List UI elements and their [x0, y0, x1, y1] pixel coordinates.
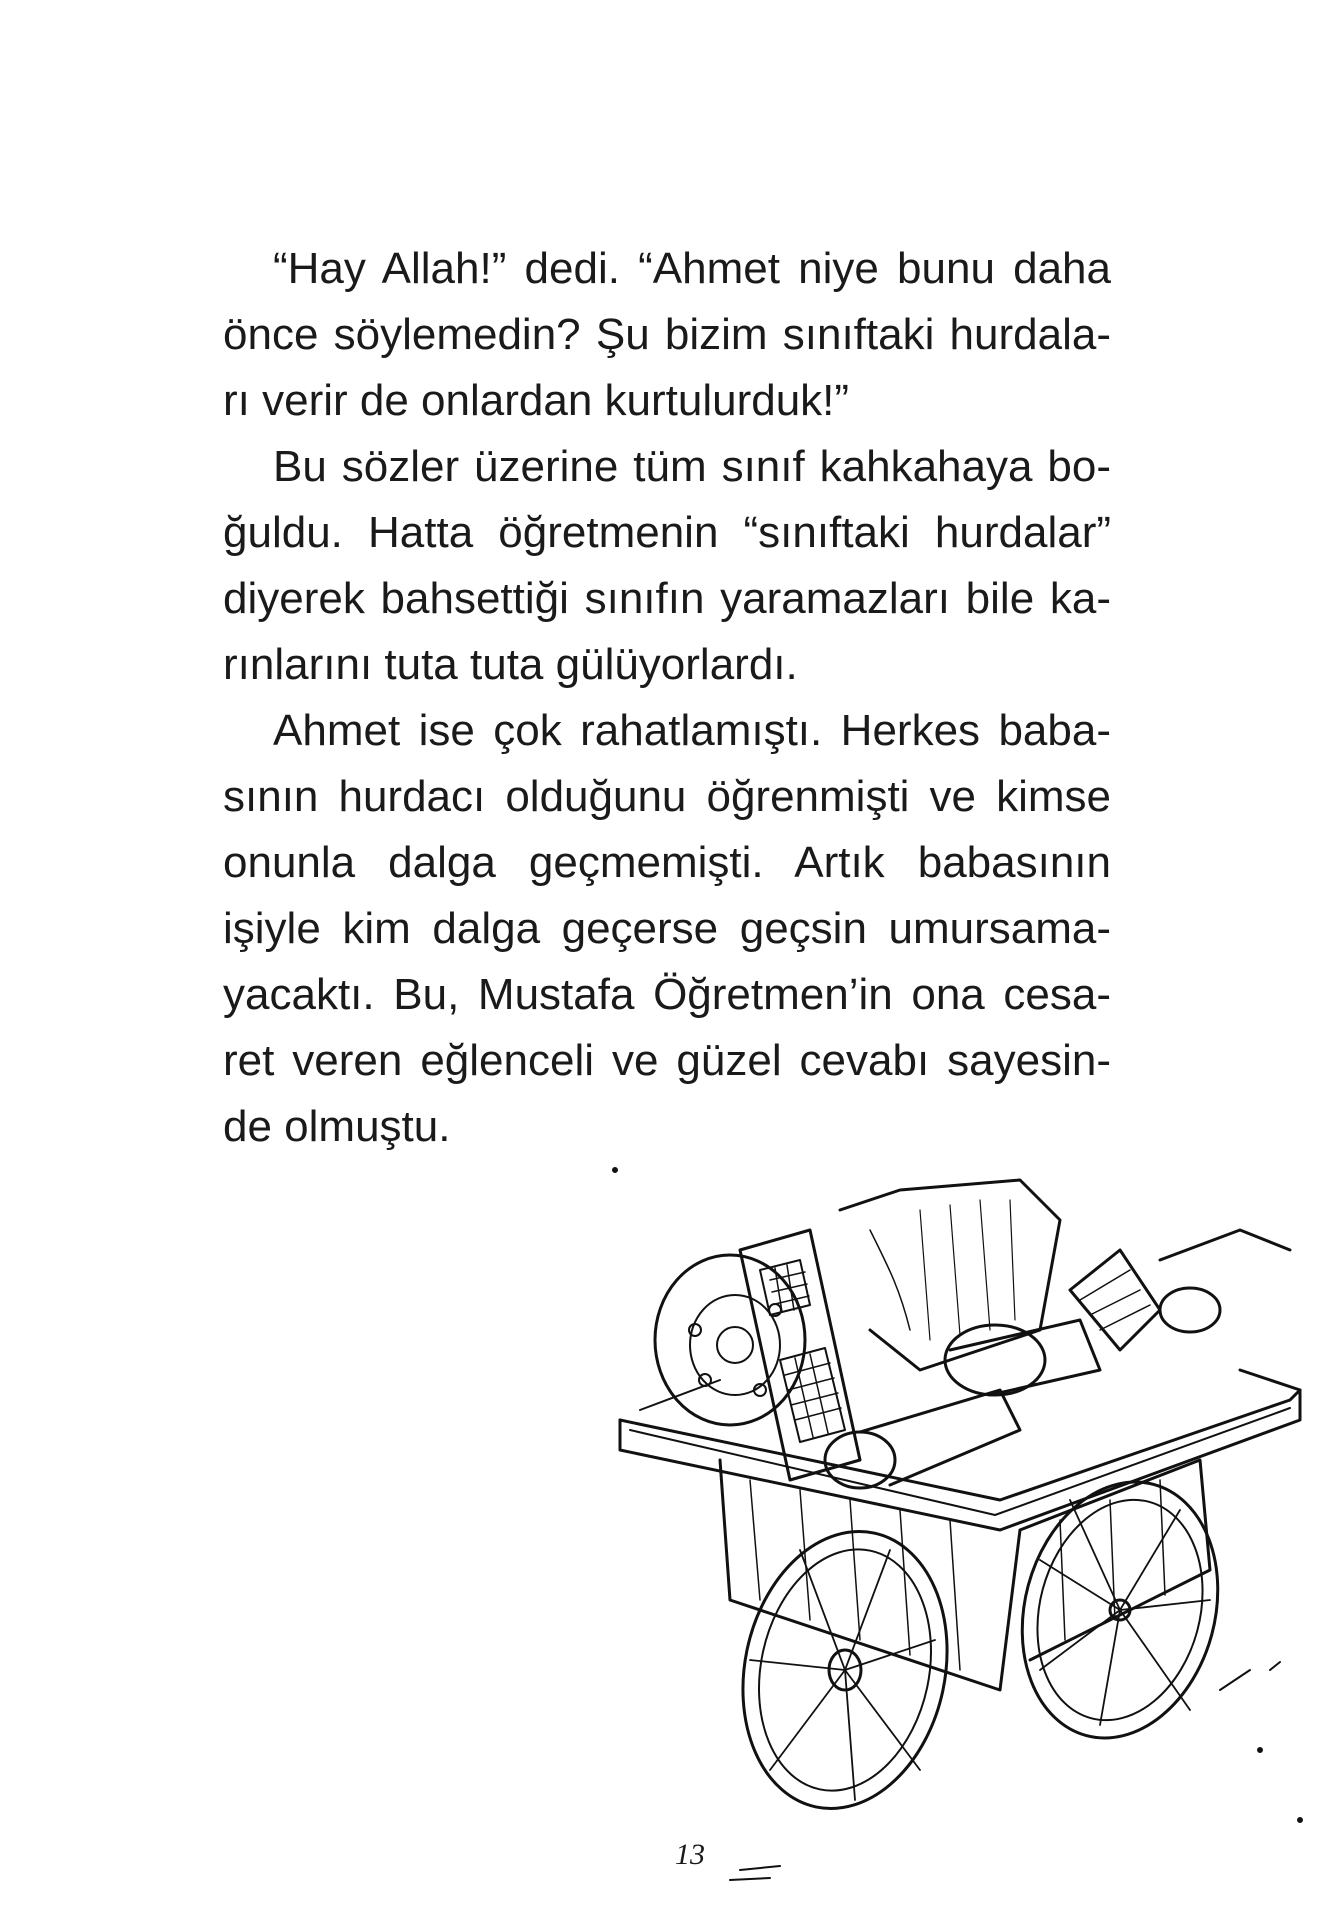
text-line: Ahmet ise çok rahatlamıştı. Herkes baba-: [273, 706, 1111, 755]
paragraph-2: [223, 434, 1111, 698]
text-line: diyerek bahsettiği sınıfın yaramazları bile ka-: [223, 574, 1111, 623]
text-line: rınlarını tuta tuta gülüyorlardı.: [223, 640, 798, 689]
text-line: yacaktı. Bu, Mustafa Öğretmen’in ona cesa-: [223, 970, 1111, 1019]
text-line: de olmuştu.: [223, 1102, 451, 1151]
paragraph-3: [223, 698, 1111, 1160]
page-number: 13: [675, 1838, 705, 1871]
text-line: “Hay Allah!” dedi. “Ahmet niye bunu daha: [273, 244, 1111, 293]
text-line: ret veren eğlenceli ve güzel cevabı sayesin-: [223, 1036, 1111, 1085]
body-text: [223, 236, 1111, 1160]
text-line: ğuldu. Hatta öğretmenin “sınıftaki hurdalar”: [223, 508, 1111, 557]
text-line: Bu sözler üzerine tüm sınıf kahkahaya bo-: [273, 442, 1111, 491]
text-line: işiyle kim dalga geçerse geçsin umursama-: [223, 904, 1111, 953]
junk-cart-illustration: [600, 1130, 1320, 1890]
text-line: sının hurdacı olduğunu öğrenmişti ve kimse: [223, 772, 1111, 821]
text-line: önce söylemedin? Şu bizim sınıftaki hurdala-: [223, 310, 1111, 359]
text-line: onunla dalga geçmemişti. Artık babasının: [223, 838, 1111, 887]
paragraph-1: [223, 236, 1111, 434]
text-line: rı verir de onlardan kurtulurduk!”: [223, 376, 850, 425]
